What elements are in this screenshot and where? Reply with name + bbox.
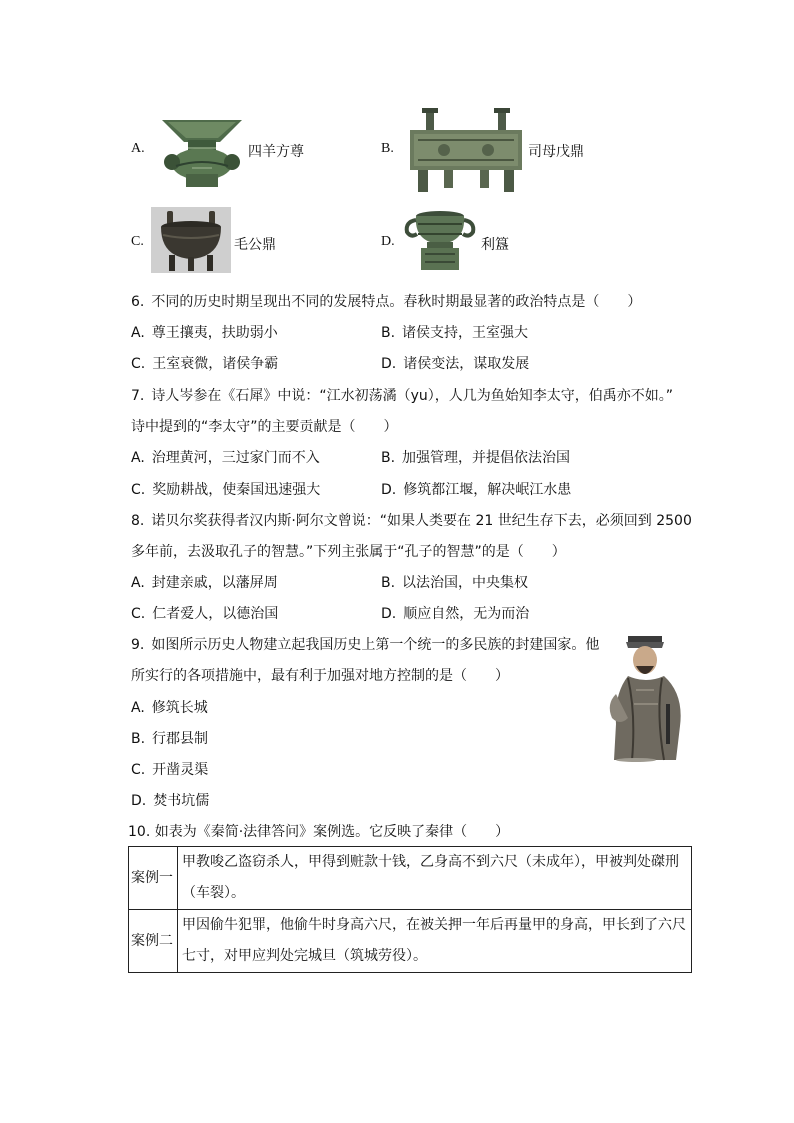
question-stem-line1: 8. 诺贝尔奖获得者汉内斯·阿尔文曾说：“如果人类要在 21 世纪生存下去，必须回到 2500 [131, 513, 692, 529]
option-c: C. 仁者爱人，以德治国 [131, 606, 279, 622]
four-ram-square-zun-image [158, 118, 246, 188]
option-b: B. 诸侯支持，王室强大 [381, 325, 529, 341]
option-d: D. 诸侯变法，谋取发展 [381, 356, 530, 372]
table-row [129, 910, 692, 973]
question-stem-line2: 诗中提到的“李太守”的主要贡献是（ ） [131, 419, 398, 435]
question-stem: 10. 如表为《秦简·法律答问》案例选。它反映了秦律（ ） [128, 824, 510, 840]
question-stem-line2: 多年前，去汲取孔子的智慧。”下列主张属于“孔子的智慧”的是（ ） [131, 544, 566, 560]
table-row [129, 847, 692, 910]
option-a: A. 修筑长城 [131, 700, 208, 716]
option-c: C. 王室衰微，诸侯争霸 [131, 356, 279, 372]
option-d: D. 修筑都江堰，解决岷江水患 [381, 482, 572, 498]
option-a: A. 治理黄河，三过家门而不入 [131, 450, 320, 466]
case-label: 案例二 [129, 910, 178, 973]
option-a: A. 尊王攘夷，扶助弱小 [131, 325, 278, 341]
option-letter: B. [381, 141, 394, 156]
option-c: C. 开凿灵渠 [131, 762, 209, 778]
option-letter: C. [131, 234, 144, 249]
option-label: 毛公鼎 [234, 237, 276, 253]
option-letter: A. [131, 141, 145, 156]
option-label: 司母戊鼎 [528, 144, 584, 160]
option-label: 四羊方尊 [248, 144, 304, 160]
li-gui-image [403, 208, 477, 272]
option-a: A. 封建亲戚，以藩屏周 [131, 575, 278, 591]
case-text: 甲因偷牛犯罪，他偷牛时身高六尺，在被关押一年后再量甲的身高，甲长到了六尺七寸，对甲应判处完城旦（筑城劳役）。 [178, 910, 692, 973]
option-c: C. 奖励耕战，使秦国迅速强大 [131, 482, 321, 498]
option-label: 利簋 [481, 237, 509, 253]
option-d: D. 焚书坑儒 [131, 793, 210, 809]
question-stem-line2: 所实行的各项措施中，最有利于加强对地方控制的是（ ） [131, 668, 509, 684]
maogong-ding-image [151, 207, 231, 273]
option-letter: D. [381, 234, 395, 249]
option-b: B. 以法治国，中央集权 [381, 575, 529, 591]
case-label: 案例一 [129, 847, 178, 910]
qin-emperor-figure-image [606, 634, 692, 762]
question-stem-line1: 9. 如图所示历史人物建立起我国历史上第一个统一的多民族的封建国家。他 [131, 637, 600, 653]
case-text: 甲教唆乙盗窃杀人，甲得到赃款十钱，乙身高不到六尺（未成年），甲被判处磔刑（车裂）。 [178, 847, 692, 910]
option-b: B. 行郡县制 [131, 731, 209, 747]
simuwu-ding-image [404, 106, 528, 192]
question-stem-line1: 7. 诗人岑参在《石犀》中说：“江水初荡潏（yu），人几为鱼始知李太守，伯禹亦不如。” [131, 388, 674, 404]
question-stem: 6. 不同的历史时期呈现出不同的发展特点。春秋时期最显著的政治特点是（ ） [131, 294, 642, 310]
case-table [128, 846, 692, 973]
option-d: D. 顺应自然，无为而治 [381, 606, 530, 622]
option-b: B. 加强管理，并提倡依法治国 [381, 450, 571, 466]
